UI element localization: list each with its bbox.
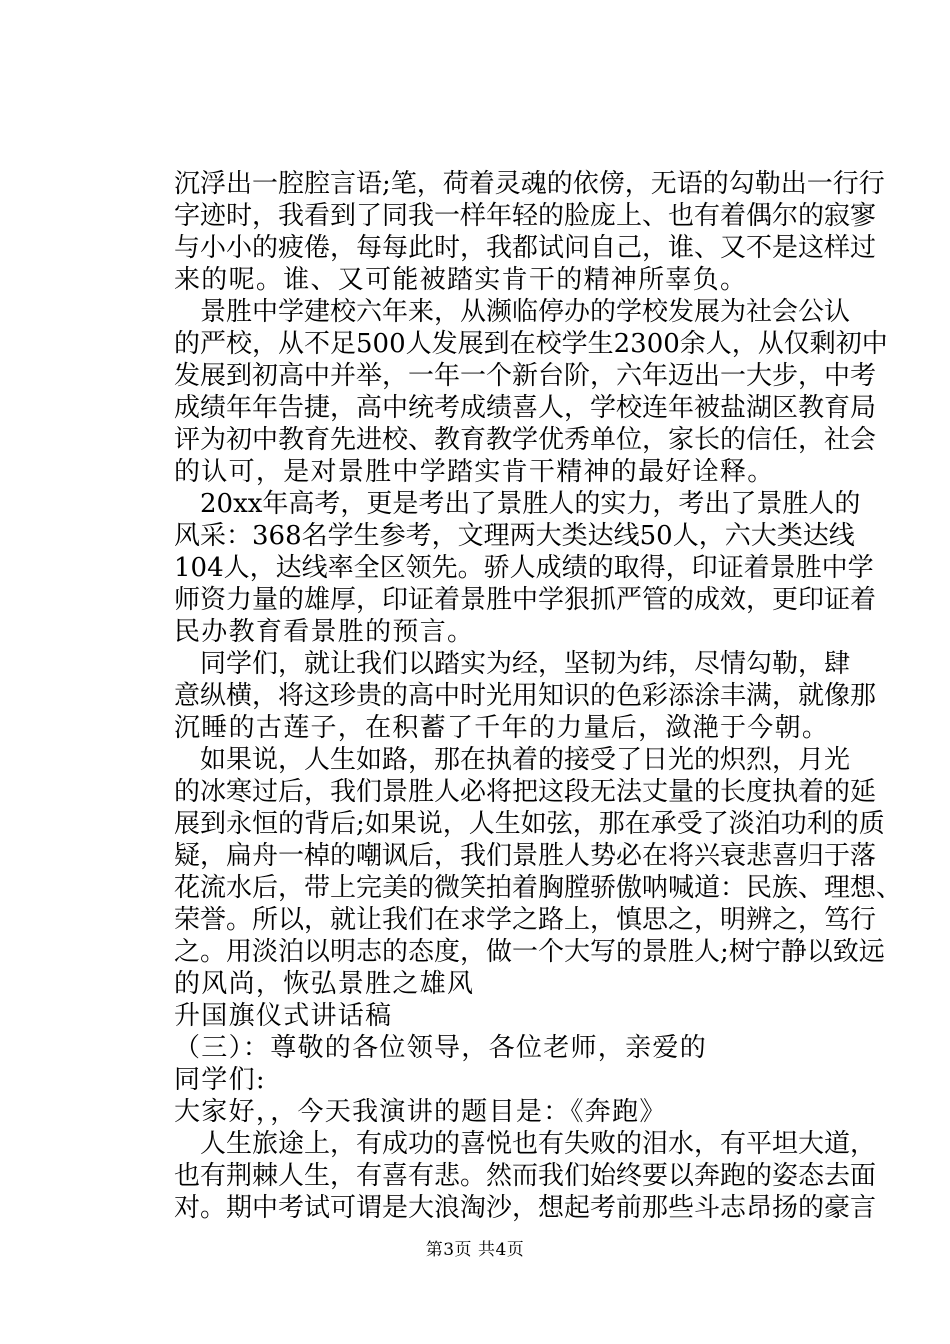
text-line: 荣誉。所以，就让我们在求学之路上，慎思之，明辨之，笃行 xyxy=(174,905,877,935)
text-line: 疑，扁舟一棹的嘲讽后，我们景胜人势必在将兴衰悲喜归于落 xyxy=(174,841,877,871)
text-line: 花流水后，带上完美的微笑拍着胸膛骄傲呐喊道：民族、理想、 xyxy=(174,873,903,903)
text-line: 的认可，是对景胜中学踏实肯干精神的最好诠释。 xyxy=(174,457,775,487)
text-line: 沉睡的古莲子，在积蓄了千年的力量后，潋滟于今朝。 xyxy=(174,713,830,743)
text-line: 如果说，人生如路，那在执着的接受了日光的炽烈，月光 xyxy=(174,745,851,775)
text-line: 也有荆棘人生，有喜有悲。然而我们始终要以奔跑的姿态去面 xyxy=(174,1161,877,1191)
text-line: 成绩年年告捷，高中统考成绩喜人，学校连年被盐湖区教育局 xyxy=(174,393,877,423)
text-line: 景胜中学建校六年来，从濒临停办的学校发展为社会公认 xyxy=(174,297,851,327)
text-line: （三）：尊敬的各位领导，各位老师，亲爱的 xyxy=(174,1033,708,1063)
text-line: 的风尚，恢弘景胜之雄风 xyxy=(174,969,475,999)
text-line: 20xx年高考，更是考出了景胜人的实力，考出了景胜人的 xyxy=(174,489,861,519)
text-line: 大家好，，今天我演讲的题目是：《奔跑》 xyxy=(174,1097,667,1127)
text-line: 与小小的疲倦，每每此时，我都试问自己，谁、又不是这样过 xyxy=(174,233,877,263)
text-line: 民办教育看景胜的预言。 xyxy=(174,617,475,647)
page-footer: 第3页 共4页 xyxy=(425,1240,525,1260)
text-line: 发展到初高中并举，一年一个新台阶，六年迈出一大步，中考 xyxy=(174,361,877,391)
text-line: 评为初中教育先进校、教育教学优秀单位，家长的信任，社会 xyxy=(174,425,877,455)
text-line: 之。用淡泊以明志的态度，做一个大写的景胜人;树宁静以致远 xyxy=(174,937,885,967)
text-line: 的冰寒过后，我们景胜人必将把这段无法丈量的长度执着的延 xyxy=(174,777,877,807)
text-line: 意纵横，将这珍贵的高中时光用知识的色彩添涂丰满，就像那 xyxy=(174,681,877,711)
text-line: 字迹时，我看到了同我一样年轻的脸庞上、也有着偶尔的寂寥 xyxy=(174,201,877,231)
text-line: 展到永恒的背后;如果说，人生如弦，那在承受了淡泊功利的质 xyxy=(174,809,885,839)
text-line: 师资力量的雄厚，印证着景胜中学狠抓严管的成效，更印证着 xyxy=(174,585,877,615)
text-line: 对。期中考试可谓是大浪淘沙，想起考前那些斗志昂扬的豪言 xyxy=(174,1193,877,1223)
text-line: 104人，达线率全区领先。骄人成绩的取得，印证着景胜中学 xyxy=(174,553,874,583)
text-line: 来的呢。谁、又可能被踏实肯干的精神所辜负。 xyxy=(174,265,748,295)
text-line: 升国旗仪式讲话稿 xyxy=(174,1001,393,1031)
text-line: 的严校，从不足500人发展到在校学生2300余人，从仅剩初中 xyxy=(174,329,888,359)
text-line: 沉浮出一腔腔言语;笔，荷着灵魂的依傍，无语的勾勒出一行行 xyxy=(174,169,885,199)
text-line: 同学们，就让我们以踏实为经，坚韧为纬，尽情勾勒，肆 xyxy=(174,649,851,679)
text-line: 同学们: xyxy=(174,1065,266,1095)
text-line: 风采：368名学生参考，文理两大类达线50人，六大类达线 xyxy=(174,521,855,551)
text-line: 人生旅途上，有成功的喜悦也有失败的泪水，有平坦大道， xyxy=(174,1129,877,1159)
document-body xyxy=(174,168,903,1224)
